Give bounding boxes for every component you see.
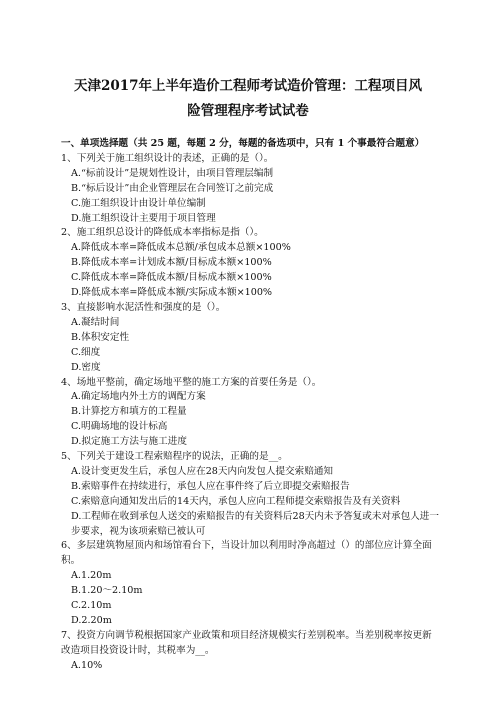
question-3-option-d: D.密度 bbox=[71, 361, 101, 373]
question-6-option-b: B.1.20～2.10m bbox=[71, 585, 143, 597]
section-heading: 一、单项选择题（共 25 题，每题 2 分，每题的备选项中，只有 1 个事最符合题意） bbox=[61, 138, 425, 149]
question-5-option-d: D.工程师在收到承包人送交的索赔报告的有关资料后28天内未予答复或未对承包人进一步要求，视为该项索赔已被认可 bbox=[71, 510, 439, 537]
question-5-option-a: A.设计变更发生后，承包人应在28天内向发包人提交索赔通知 bbox=[71, 465, 334, 477]
question-3-option-c: C.细度 bbox=[71, 346, 101, 358]
question-5: 5、下列关于建设工程索赔程序的说法，正确的是__。 bbox=[61, 451, 288, 463]
question-7: 7、投资方向调节税根据国家产业政策和项目经济规模实行差别税率。当差别税率按更新改造项目投资设计时，其税率为__。 bbox=[61, 629, 432, 656]
question-1-option-b: B.“标后设计”由企业管理层在合同签订之前完成 bbox=[71, 182, 274, 194]
question-5-option-c: C.索赔意向通知发出后的14天内，承包人应向工程师提交索赔报告及有关资料 bbox=[71, 495, 401, 507]
exam-content bbox=[61, 137, 439, 674]
question-4-option-b: B.计算挖方和填方的工程量 bbox=[71, 406, 187, 418]
document-title-line-2: 险管理程序考试试卷 bbox=[187, 103, 309, 119]
question-3: 3、直接影响水泥活性和强度的是（）。 bbox=[61, 301, 226, 313]
question-5-option-b: B.索赔事件在持续进行，承包人应在事件终了后立即提交索赔报告 bbox=[71, 480, 350, 492]
question-1: 1、下列关于施工组织设计的表述，正确的是（）。 bbox=[61, 152, 274, 164]
question-4-option-a: A.确定场地内外土方的调配方案 bbox=[71, 391, 206, 403]
question-2-option-b: B.降低成本率=计划成本额/目标成本额×100% bbox=[71, 257, 272, 269]
question-1-option-a: A.“标前设计”是规划性设计，由项目管理层编制 bbox=[71, 167, 274, 179]
question-1-option-c: C.施工组织设计由设计单位编制 bbox=[71, 197, 206, 209]
question-6-option-d: D.2.20m bbox=[71, 615, 112, 626]
question-6-option-c: C.2.10m bbox=[71, 600, 112, 612]
question-6-option-a: A.1.20m bbox=[71, 570, 112, 582]
question-1-option-d: D.施工组织设计主要用于项目管理 bbox=[71, 212, 216, 224]
question-3-option-a: A.凝结时间 bbox=[71, 316, 120, 328]
question-7-option-a: A.10% bbox=[71, 659, 103, 671]
question-2-option-a: A.降低成本率=降低成本总额/承包成本总额×100% bbox=[71, 242, 291, 254]
question-2: 2、施工组织总设计的降低成本率指标是指（）。 bbox=[61, 227, 264, 239]
document-title-line-1: 天津2017年上半年造价工程师考试造价管理：工程项目风 bbox=[73, 78, 423, 94]
question-3-option-b: B.体积安定性 bbox=[71, 331, 130, 343]
question-2-option-c: C.降低成本率=降低成本额/目标成本额×100% bbox=[71, 272, 272, 284]
question-4-option-c: C.明确场地的设计标高 bbox=[71, 421, 168, 433]
question-4-option-d: D.拟定施工方法与施工进度 bbox=[71, 436, 187, 448]
question-2-option-d: D.降低成本率=降低成本额/实际成本额×100% bbox=[71, 287, 273, 299]
question-6: 6、多层建筑物屋顶内和场馆看台下，当设计加以利用时净高超过（）的部位应计算全面积。 bbox=[61, 540, 432, 567]
question-4: 4、场地平整前，确定场地平整的施工方案的首要任务是（）。 bbox=[61, 376, 322, 388]
